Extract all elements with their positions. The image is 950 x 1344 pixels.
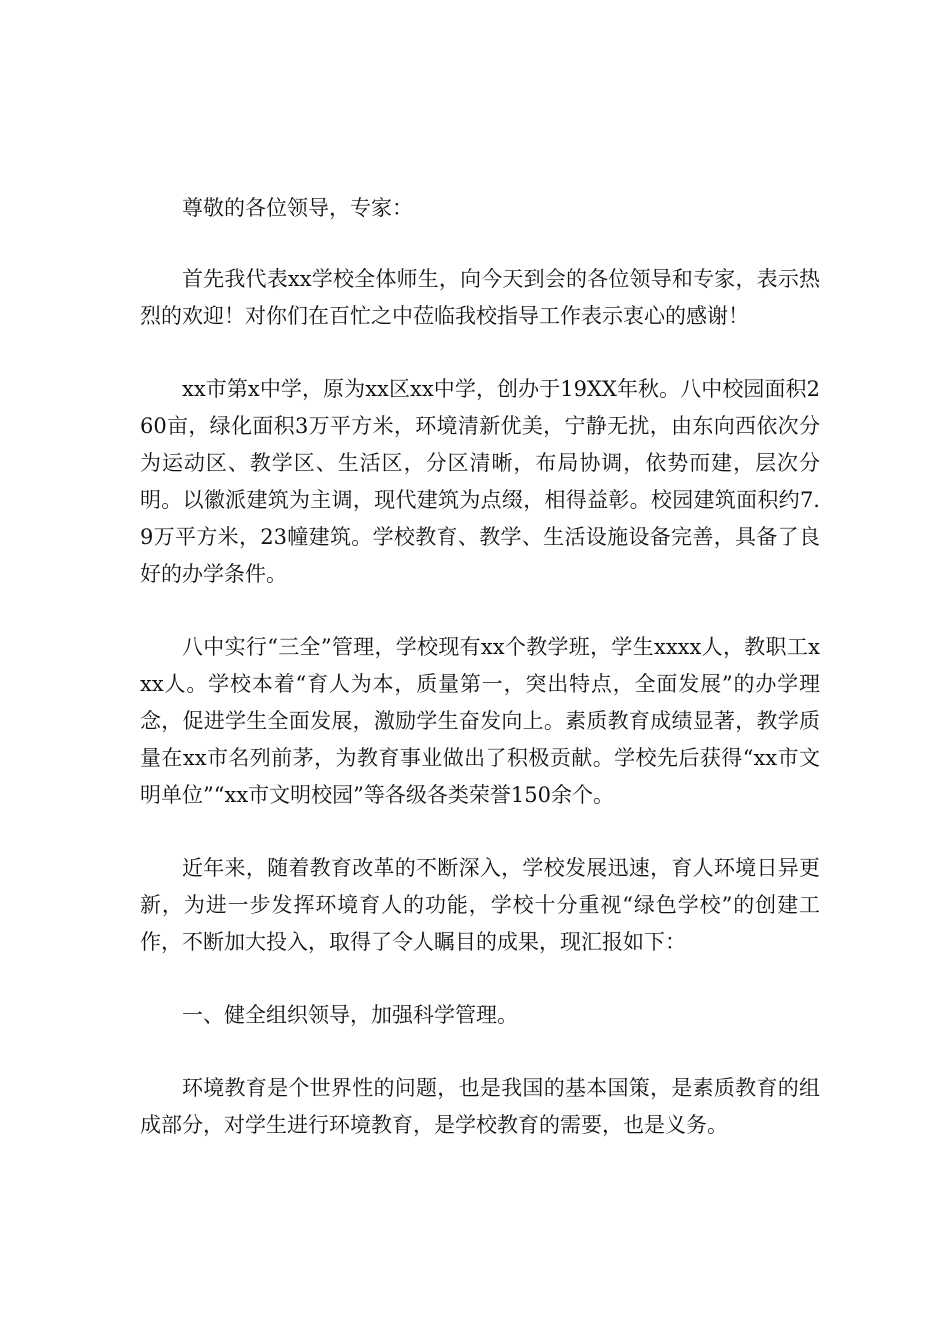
paragraph-management: 八中实行“三全”管理，学校现有xx个教学班，学生xxxx人，教职工xxx人。学校本着“育人为本，质量第一，突出特点，全面发展”的办学理念，促进学生全面发展，激励学生奋发向上。素质教育成绩显著，教学质量在xx市名列前茅，为教育事业做出了积极贡献。学校先后获得“xx市文明单位”“xx市文明校园”等各级各类荣誉150余个。 [140,635,820,807]
document-body [140,190,820,1144]
paragraph-green-school: 近年来，随着教育改革的不断深入，学校发展迅速，育人环境日异更新，为进一步发挥环境育人的功能，学校十分重视“绿色学校”的创建工作，不断加大投入，取得了令人瞩目的成果，现汇报如下： [140,856,820,954]
paragraph-school-intro: xx市第x中学，原为xx区xx中学，创办于19XX年秋。八中校园面积260亩，绿化面积3万平方米，环境清新优美，宁静无扰，由东向西依次分为运动区、教学区、生活区，分区清晰，布局协调，依势而建，层次分明。以徽派建筑为主调，现代建筑为点缀，相得益彰。校园建筑面积约7.9万平方米，23幢建筑。学校教育、教学、生活设施设备完善，具备了良好的办学条件。 [140,377,820,586]
paragraph-welcome: 首先我代表xx学校全体师生，向今天到会的各位领导和专家，表示热烈的欢迎！对你们在百忙之中莅临我校指导工作表示衷心的感谢！ [140,267,820,328]
section-heading: 一、健全组织领导，加强科学管理。 [182,1003,518,1027]
salutation: 尊敬的各位领导，专家： [182,196,413,220]
paragraph-environment-education: 环境教育是个世界性的问题，也是我国的基本国策，是素质教育的组成部分，对学生进行环境教育，是学校教育的需要，也是义务。 [140,1076,820,1137]
